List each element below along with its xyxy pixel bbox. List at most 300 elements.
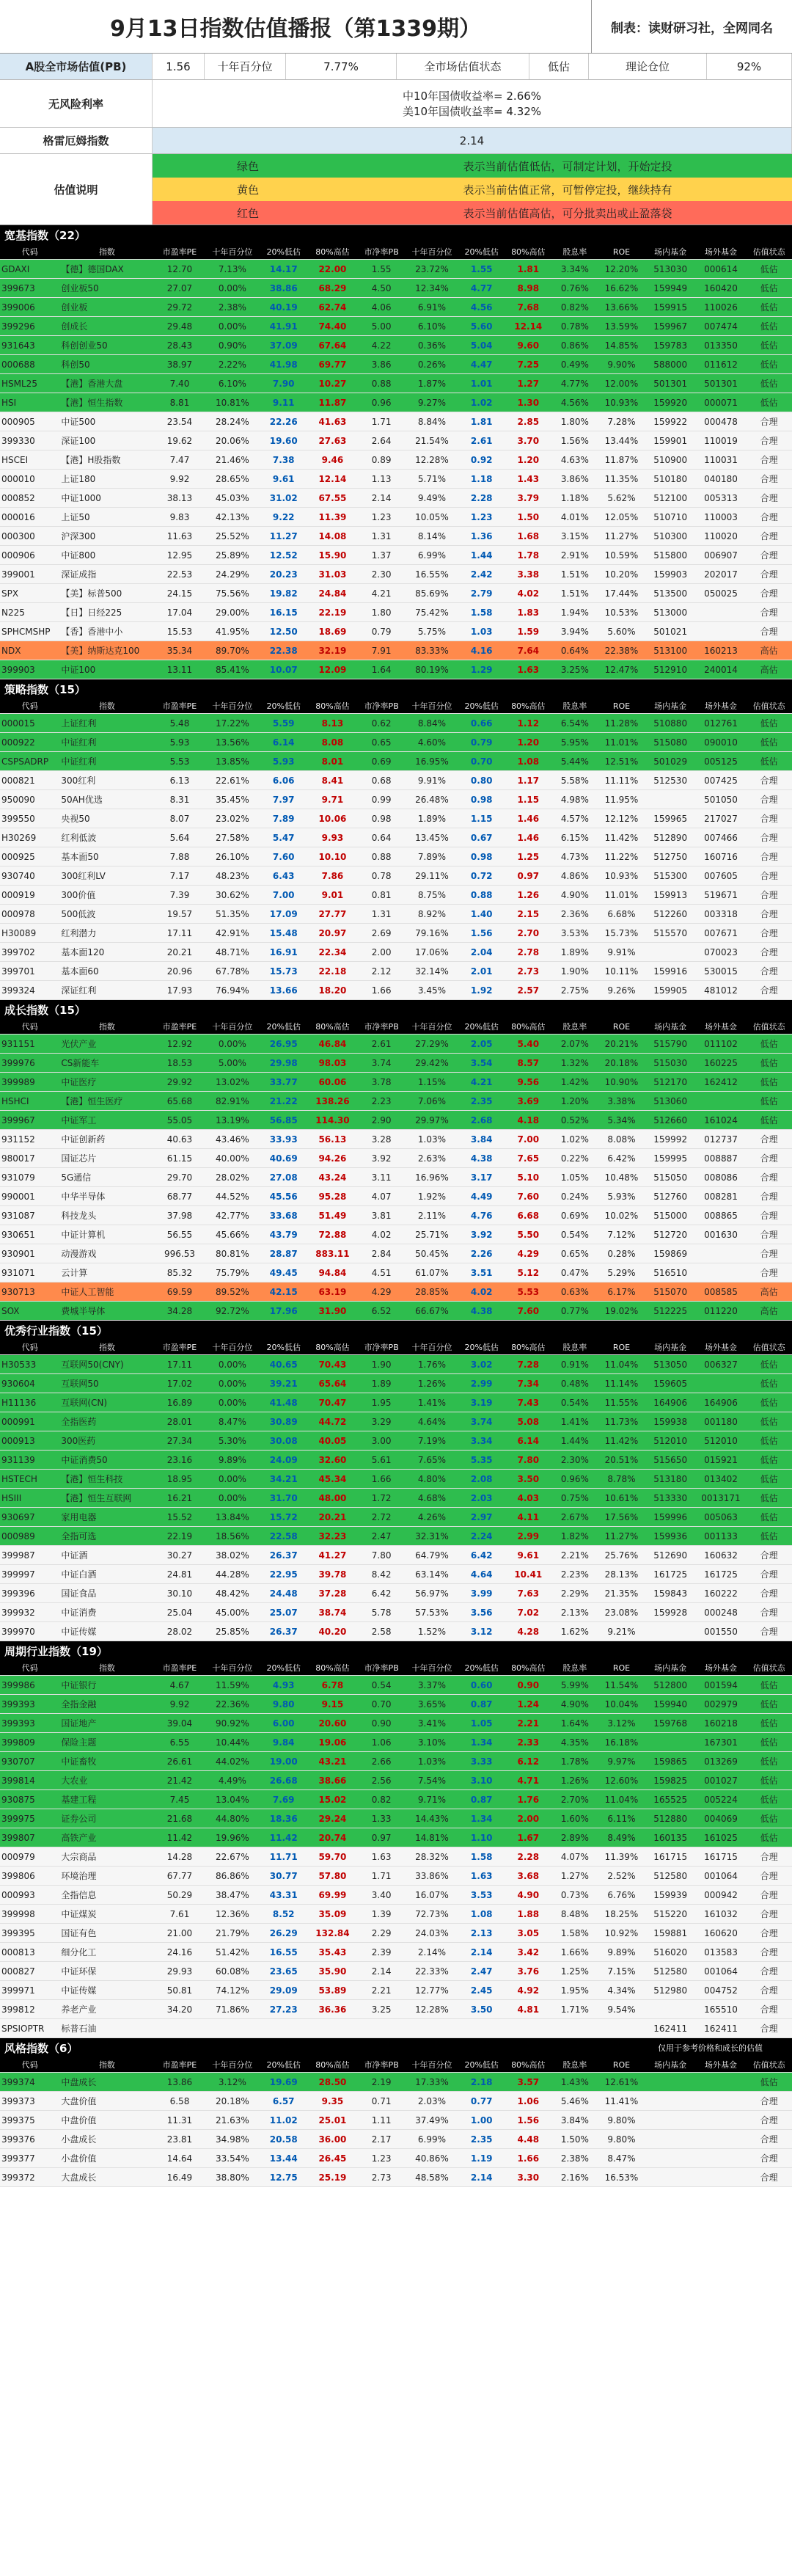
- table-row[interactable]: [0, 1809, 792, 1828]
- cell-pe-pct: 42.77%: [205, 1206, 260, 1225]
- table-row[interactable]: [0, 1584, 792, 1603]
- table-row[interactable]: [0, 809, 792, 828]
- table-row[interactable]: [0, 1886, 792, 1905]
- table-row[interactable]: [0, 1393, 792, 1412]
- column-header-pe: 市盈率PE: [155, 2057, 205, 2073]
- cell-name: 全指信息: [59, 1886, 154, 1905]
- cell-dividend: 0.47%: [552, 1263, 598, 1282]
- cell-etf: 501021: [645, 622, 696, 641]
- cell-pb: 1.63: [358, 1847, 406, 1867]
- cell-code: 000821: [0, 771, 59, 790]
- cell-name: 中证煤炭: [59, 1905, 154, 1924]
- table-row[interactable]: [0, 1733, 792, 1752]
- table-row[interactable]: [0, 660, 792, 679]
- cell-pe-high: 24.84: [307, 584, 358, 603]
- table-row[interactable]: [0, 1714, 792, 1733]
- cell-etf: 513050: [645, 1355, 696, 1374]
- table-row[interactable]: [0, 790, 792, 809]
- cell-name: 大宗商品: [59, 1847, 154, 1867]
- cell-roe: 11.04%: [598, 1355, 645, 1374]
- cell-pb-pct: 12.28%: [405, 450, 458, 470]
- cell-pe-low: 5.93: [260, 752, 307, 771]
- cell-state: 合理: [746, 2000, 792, 2019]
- cell-state: 合理: [746, 1263, 792, 1282]
- column-header-pe-high: 80%高估: [307, 1019, 358, 1035]
- cell-fund: 070023: [696, 943, 747, 962]
- cell-name: 科技龙头: [59, 1206, 154, 1225]
- cell-roe: 9.90%: [598, 355, 645, 374]
- cell-state: 低估: [746, 260, 792, 279]
- table-row[interactable]: [0, 1244, 792, 1263]
- cell-pb: 1.95: [358, 1393, 406, 1412]
- cell-roe: 10.93%: [598, 866, 645, 886]
- cell-pb-low: 1.34: [458, 1733, 505, 1752]
- cell-pe-pct: 0.00%: [205, 1470, 260, 1489]
- cell-fund: [696, 1374, 747, 1393]
- cell-name: 养老产业: [59, 2000, 154, 2019]
- table-row[interactable]: [0, 355, 792, 374]
- cell-pb: 3.00: [358, 1431, 406, 1451]
- table-row[interactable]: [0, 2111, 792, 2130]
- table-row[interactable]: [0, 905, 792, 924]
- table-row[interactable]: [0, 2168, 792, 2187]
- cell-pe: [155, 2019, 205, 2038]
- column-header-pe-low: 20%低估: [260, 244, 307, 260]
- cell-fund: 162411: [696, 2019, 747, 2038]
- cell-pb-low: 2.99: [458, 1374, 505, 1393]
- cell-pe-high: 18.20: [307, 981, 358, 1000]
- cell-dividend: 1.71%: [552, 2000, 598, 2019]
- cell-state: 低估: [746, 317, 792, 336]
- cell-state: 合理: [746, 1622, 792, 1641]
- cell-roe: 17.56%: [598, 1508, 645, 1527]
- cell-pe-low: 39.21: [260, 1374, 307, 1393]
- cell-code: SOX: [0, 1302, 59, 1321]
- cell-pb-pct: [405, 2019, 458, 2038]
- table-row[interactable]: [0, 1149, 792, 1168]
- table-row[interactable]: [0, 2019, 792, 2038]
- cell-etf: 510180: [645, 470, 696, 489]
- cell-pb-pct: 23.72%: [405, 260, 458, 279]
- cell-pb: 1.80: [358, 603, 406, 622]
- column-header-pb-low: 20%低估: [458, 2057, 505, 2073]
- table-row[interactable]: [0, 847, 792, 866]
- cell-pb-high: 1.67: [505, 1828, 552, 1847]
- cell-dividend: 0.76%: [552, 279, 598, 298]
- table-row[interactable]: [0, 1943, 792, 1962]
- cell-pb: 3.86: [358, 355, 406, 374]
- cell-etf: [645, 2000, 696, 2019]
- table-row[interactable]: [0, 317, 792, 336]
- cell-pb: 1.71: [358, 412, 406, 431]
- cell-fund: 162412: [696, 1073, 747, 1092]
- table-row[interactable]: [0, 450, 792, 470]
- column-header-fund: 场外基金: [696, 1660, 747, 1676]
- column-header-pe-high: 80%高估: [307, 698, 358, 714]
- cell-state: 低估: [746, 1695, 792, 1714]
- cell-pe: 19.57: [155, 905, 205, 924]
- cell-roe: 12.61%: [598, 2073, 645, 2092]
- table-row[interactable]: [0, 336, 792, 355]
- cell-pb-high: 5.40: [505, 1035, 552, 1054]
- cell-pb-pct: 1.92%: [405, 1187, 458, 1206]
- cell-etf: 512720: [645, 1225, 696, 1244]
- cell-state: 合理: [746, 1943, 792, 1962]
- cell-pe-low: 19.60: [260, 431, 307, 450]
- table-row[interactable]: [0, 2149, 792, 2168]
- cell-pe: 12.92: [155, 1035, 205, 1054]
- column-header-state: 估值状态: [746, 244, 792, 260]
- table-row[interactable]: [0, 1092, 792, 1111]
- cell-name: 中证800: [59, 546, 154, 565]
- cell-pe: 27.07: [155, 279, 205, 298]
- cell-pe-low: 6.06: [260, 771, 307, 790]
- column-header-pe-high: 80%高估: [307, 244, 358, 260]
- table-row[interactable]: [0, 771, 792, 790]
- table-row[interactable]: [0, 431, 792, 450]
- table-row[interactable]: [0, 508, 792, 527]
- table-row[interactable]: [0, 1302, 792, 1321]
- cell-fund: 001550: [696, 1622, 747, 1641]
- table-row[interactable]: [0, 1206, 792, 1225]
- cell-pe-pct: 9.89%: [205, 1451, 260, 1470]
- cell-dividend: 3.86%: [552, 470, 598, 489]
- cell-code: 399673: [0, 279, 59, 298]
- market-pos-label: 理论仓位: [589, 54, 707, 79]
- table-row[interactable]: [0, 1676, 792, 1695]
- table-row[interactable]: [0, 1565, 792, 1584]
- table-row[interactable]: [0, 924, 792, 943]
- cell-etf: [645, 2168, 696, 2187]
- table-row[interactable]: [0, 981, 792, 1000]
- cell-roe: 10.90%: [598, 1073, 645, 1092]
- cell-pe-low: 7.90: [260, 374, 307, 393]
- table-row[interactable]: [0, 1790, 792, 1809]
- cell-name: 【港】H股指数: [59, 450, 154, 470]
- table-row[interactable]: [0, 1546, 792, 1565]
- cell-pb-pct: 33.86%: [405, 1867, 458, 1886]
- column-header-name: 指数: [59, 1019, 154, 1035]
- cell-pb-high: 2.70: [505, 924, 552, 943]
- cell-pe-pct: 82.91%: [205, 1092, 260, 1111]
- index-table: [0, 244, 792, 679]
- cell-pb-pct: 5.71%: [405, 470, 458, 489]
- table-row[interactable]: [0, 1263, 792, 1282]
- table-row[interactable]: [0, 1527, 792, 1546]
- cell-pe-pct: 76.94%: [205, 981, 260, 1000]
- cell-pb-high: 7.34: [505, 1374, 552, 1393]
- cell-fund: 008887: [696, 1149, 747, 1168]
- cell-pe: 8.07: [155, 809, 205, 828]
- section-title-text: 策略指数（15）: [4, 682, 86, 696]
- cell-pe-high: 94.84: [307, 1263, 358, 1282]
- table-row[interactable]: [0, 886, 792, 905]
- cell-pb: 2.29: [358, 1924, 406, 1943]
- cell-dividend: 1.56%: [552, 431, 598, 450]
- table-row[interactable]: [0, 546, 792, 565]
- cell-etf: 159995: [645, 1149, 696, 1168]
- table-row[interactable]: [0, 1451, 792, 1470]
- cell-fund: 160213: [696, 641, 747, 660]
- cell-pb-pct: 12.77%: [405, 1981, 458, 2000]
- cell-pe-high: 37.28: [307, 1584, 358, 1603]
- cell-pb-high: 5.50: [505, 1225, 552, 1244]
- cell-pb-low: 3.56: [458, 1603, 505, 1622]
- cell-pe: 23.54: [155, 412, 205, 431]
- table-row[interactable]: [0, 733, 792, 752]
- cell-roe: 12.47%: [598, 660, 645, 679]
- column-header-code: 代码: [0, 1660, 59, 1676]
- table-row[interactable]: [0, 622, 792, 641]
- cell-pb: 4.51: [358, 1263, 406, 1282]
- table-row[interactable]: [0, 603, 792, 622]
- cell-etf: [645, 2149, 696, 2168]
- cell-pe-high: 883.11: [307, 1244, 358, 1263]
- cell-roe: 11.41%: [598, 2092, 645, 2111]
- cell-pe-pct: 42.13%: [205, 508, 260, 527]
- table-row[interactable]: [0, 279, 792, 298]
- cell-pe-low: 33.77: [260, 1073, 307, 1092]
- table-row[interactable]: [0, 1355, 792, 1374]
- table-row[interactable]: [0, 1771, 792, 1790]
- cell-state: 低估: [746, 1771, 792, 1790]
- table-row[interactable]: [0, 470, 792, 489]
- cell-roe: 18.25%: [598, 1905, 645, 1924]
- table-row[interactable]: [0, 1470, 792, 1489]
- cell-pb-high: 3.38: [505, 565, 552, 584]
- cell-dividend: 0.63%: [552, 1282, 598, 1302]
- cell-pe-pct: 48.71%: [205, 943, 260, 962]
- cell-pe-high: 31.03: [307, 565, 358, 584]
- cell-pe-low: 12.52: [260, 546, 307, 565]
- cell-etf: 159992: [645, 1130, 696, 1149]
- table-row[interactable]: [0, 1035, 792, 1054]
- table-row[interactable]: [0, 260, 792, 279]
- cell-code: 000991: [0, 1412, 59, 1431]
- cell-dividend: 1.18%: [552, 489, 598, 508]
- cell-pb-pct: 7.19%: [405, 1431, 458, 1451]
- cell-pe-low: 9.61: [260, 470, 307, 489]
- table-row[interactable]: [0, 1282, 792, 1302]
- column-header-pe-high: 80%高估: [307, 1340, 358, 1355]
- table-row[interactable]: [0, 1168, 792, 1187]
- cell-pb-low: 0.72: [458, 866, 505, 886]
- cell-pe-high: 26.45: [307, 2149, 358, 2168]
- cell-roe: 11.14%: [598, 1374, 645, 1393]
- cell-roe: 11.11%: [598, 771, 645, 790]
- cell-fund: [696, 2111, 747, 2130]
- cell-pb-high: 3.69: [505, 1092, 552, 1111]
- cell-pe: 29.92: [155, 1073, 205, 1092]
- cell-name: 上证50: [59, 508, 154, 527]
- table-row[interactable]: [0, 1412, 792, 1431]
- cell-pb-low: 2.97: [458, 1508, 505, 1527]
- table-row[interactable]: [0, 1867, 792, 1886]
- cell-state: 合理: [746, 565, 792, 584]
- cell-pb-high: 4.71: [505, 1771, 552, 1790]
- cell-fund: 040180: [696, 470, 747, 489]
- cell-code: 931139: [0, 1451, 59, 1470]
- cell-state: 低估: [746, 1092, 792, 1111]
- cell-fund: 008865: [696, 1206, 747, 1225]
- cell-name: 光伏产业: [59, 1035, 154, 1054]
- cell-pb-high: 4.02: [505, 584, 552, 603]
- cell-name: 互联网50: [59, 1374, 154, 1393]
- cell-pe-pct: 13.84%: [205, 1508, 260, 1527]
- cell-pb-high: [505, 2019, 552, 2038]
- table-row[interactable]: [0, 641, 792, 660]
- cell-code: HSML25: [0, 374, 59, 393]
- cell-pb: 0.54: [358, 1676, 406, 1695]
- table-row[interactable]: [0, 1622, 792, 1641]
- table-row[interactable]: [0, 1962, 792, 1981]
- cell-pb: 2.90: [358, 1111, 406, 1130]
- table-row[interactable]: [0, 1924, 792, 1943]
- cell-pb-pct: 66.67%: [405, 1302, 458, 1321]
- cell-fund: 001594: [696, 1676, 747, 1695]
- table-row[interactable]: [0, 2000, 792, 2019]
- table-row[interactable]: [0, 1752, 792, 1771]
- table-row[interactable]: [0, 752, 792, 771]
- cell-fund: 005313: [696, 489, 747, 508]
- cell-pb-high: 4.29: [505, 1244, 552, 1263]
- section-title: [0, 1641, 792, 1660]
- cell-etf: 510900: [645, 450, 696, 470]
- cell-pb-high: 7.60: [505, 1187, 552, 1206]
- table-row[interactable]: [0, 565, 792, 584]
- cell-pb-low: 1.00: [458, 2111, 505, 2130]
- table-row[interactable]: [0, 1054, 792, 1073]
- cell-pe-low: 26.37: [260, 1546, 307, 1565]
- cell-pe-high: 9.93: [307, 828, 358, 847]
- cell-fund: 007425: [696, 771, 747, 790]
- cell-name: 中盘成长: [59, 2073, 154, 2092]
- cell-pe-high: 63.19: [307, 1282, 358, 1302]
- cell-pe: 30.27: [155, 1546, 205, 1565]
- column-header-pb-low: 20%低估: [458, 698, 505, 714]
- cell-pb-low: 6.42: [458, 1546, 505, 1565]
- cell-name: 中证创新药: [59, 1130, 154, 1149]
- cell-pb-pct: 3.10%: [405, 1733, 458, 1752]
- table-row[interactable]: [0, 1431, 792, 1451]
- cell-pb-low: 3.12: [458, 1622, 505, 1641]
- table-row[interactable]: [0, 1130, 792, 1149]
- table-row[interactable]: [0, 1508, 792, 1527]
- table-row[interactable]: [0, 1981, 792, 2000]
- cell-pb: 1.66: [358, 981, 406, 1000]
- table-row[interactable]: [0, 2092, 792, 2111]
- cell-state: 合理: [746, 1206, 792, 1225]
- cell-pe-pct: 8.47%: [205, 1412, 260, 1431]
- cell-pb-pct: 1.15%: [405, 1073, 458, 1092]
- cell-pb-high: 2.33: [505, 1733, 552, 1752]
- cell-pb: 2.12: [358, 962, 406, 981]
- table-row[interactable]: [0, 2073, 792, 2092]
- cell-pe-low: 9.84: [260, 1733, 307, 1752]
- table-row[interactable]: [0, 1828, 792, 1847]
- column-header-etf: 场内基金: [645, 2057, 696, 2073]
- cell-pe-low: 6.43: [260, 866, 307, 886]
- cell-pb-pct: 4.80%: [405, 1470, 458, 1489]
- cell-pb: 0.98: [358, 809, 406, 828]
- cell-name: 【港】恒生医疗: [59, 1092, 154, 1111]
- cell-pb-low: 3.02: [458, 1355, 505, 1374]
- cell-pe: 17.11: [155, 1355, 205, 1374]
- cell-dividend: 1.43%: [552, 2073, 598, 2092]
- table-row[interactable]: [0, 1847, 792, 1867]
- column-header-fund: 场外基金: [696, 1340, 747, 1355]
- cell-state: 合理: [746, 622, 792, 641]
- cell-etf: [645, 2073, 696, 2092]
- cell-dividend: 4.63%: [552, 450, 598, 470]
- table-row[interactable]: [0, 1603, 792, 1622]
- cell-roe: 28.13%: [598, 1565, 645, 1584]
- table-row[interactable]: [0, 1073, 792, 1092]
- table-row[interactable]: [0, 374, 792, 393]
- table-row[interactable]: [0, 1187, 792, 1206]
- cell-code: SPSIOPTR: [0, 2019, 59, 2038]
- table-row[interactable]: [0, 393, 792, 412]
- cell-state: 合理: [746, 1867, 792, 1886]
- cell-pe-low: 20.58: [260, 2130, 307, 2149]
- cell-pb-high: 4.48: [505, 2130, 552, 2149]
- table-row[interactable]: [0, 1695, 792, 1714]
- cell-pe: 24.15: [155, 584, 205, 603]
- cell-pe-pct: 44.28%: [205, 1565, 260, 1584]
- index-table: [0, 1660, 792, 2038]
- cell-dividend: 1.58%: [552, 1924, 598, 1943]
- cell-fund: 004752: [696, 1981, 747, 2000]
- cell-state: 合理: [746, 886, 792, 905]
- cell-code: 931643: [0, 336, 59, 355]
- cell-pe-low: 15.72: [260, 1508, 307, 1527]
- column-header-pb: 市净率PB: [358, 1019, 406, 1035]
- cell-pe-low: 18.36: [260, 1809, 307, 1828]
- cell-roe: 2.52%: [598, 1867, 645, 1886]
- cell-pb-high: 1.56: [505, 2111, 552, 2130]
- cell-pb-low: 1.81: [458, 412, 505, 431]
- table-row[interactable]: [0, 943, 792, 962]
- cell-pe-pct: 48.23%: [205, 866, 260, 886]
- cell-roe: 19.02%: [598, 1302, 645, 1321]
- cell-roe: 8.49%: [598, 1828, 645, 1847]
- table-row[interactable]: [0, 1489, 792, 1508]
- table-row[interactable]: [0, 1905, 792, 1924]
- table-row[interactable]: [0, 527, 792, 546]
- table-row[interactable]: [0, 489, 792, 508]
- table-row[interactable]: [0, 828, 792, 847]
- table-row[interactable]: [0, 962, 792, 981]
- column-header-fund: 场外基金: [696, 698, 747, 714]
- table-row[interactable]: [0, 714, 792, 733]
- table-row[interactable]: [0, 412, 792, 431]
- cell-etf: 513180: [645, 1470, 696, 1489]
- table-row[interactable]: [0, 584, 792, 603]
- cell-pe: 6.55: [155, 1733, 205, 1752]
- cell-pb-low: 2.28: [458, 489, 505, 508]
- cell-fund: 003318: [696, 905, 747, 924]
- table-row[interactable]: [0, 2130, 792, 2149]
- cell-pb-low: 1.40: [458, 905, 505, 924]
- table-row[interactable]: [0, 866, 792, 886]
- table-row[interactable]: [0, 1111, 792, 1130]
- cell-pb-low: 2.14: [458, 1943, 505, 1962]
- table-row[interactable]: [0, 1225, 792, 1244]
- table-row[interactable]: [0, 1374, 792, 1393]
- cell-name: 全指医药: [59, 1412, 154, 1431]
- cell-pb: 2.84: [358, 1244, 406, 1263]
- table-row[interactable]: [0, 298, 792, 317]
